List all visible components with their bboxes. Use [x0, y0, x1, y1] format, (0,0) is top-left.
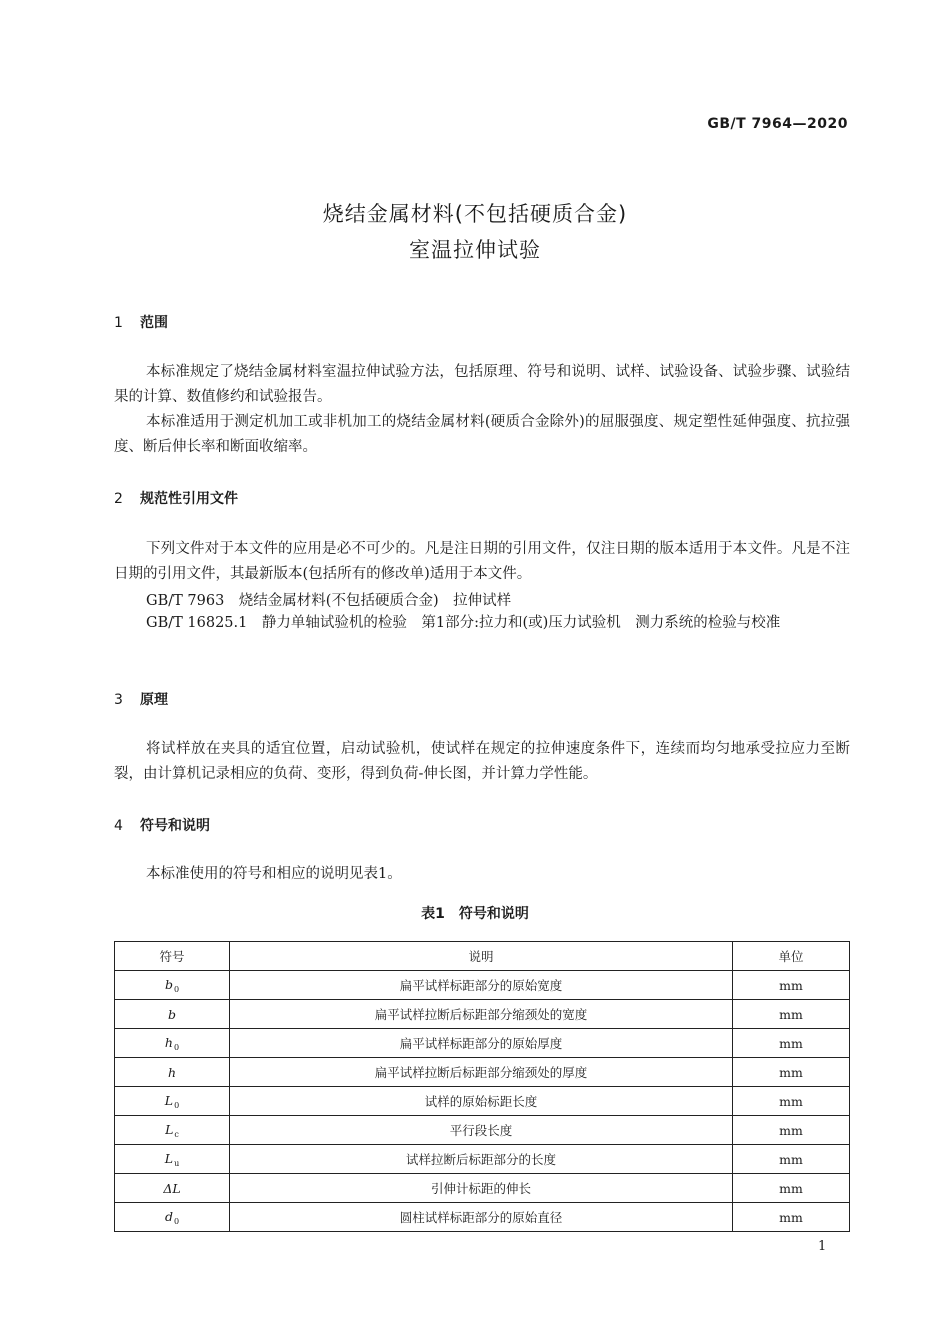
symbol-subscript: u: [174, 1158, 180, 1168]
unit-cell: mm: [733, 1000, 850, 1029]
symbol-subscript: c: [174, 1129, 179, 1139]
reference-item-1: GB/T 7963 烧结金属材料(不包括硬质合金) 拉伸试样: [146, 593, 512, 609]
symbol-text: d: [164, 1208, 173, 1224]
symbol-text: L: [164, 1150, 174, 1166]
section-heading-symbols: [114, 815, 210, 835]
unit-cell: mm: [733, 1145, 850, 1174]
symbol-cell: [115, 1058, 230, 1087]
page-number: 1: [818, 1239, 827, 1254]
table-row: [115, 1116, 850, 1145]
section-title: 规范性引用文件: [140, 491, 238, 507]
scope-paragraph-1: 本标准规定了烧结金属材料室温拉伸试验方法，包括原理、符号和说明、试样、试验设备、试验步骤、试验结果的计算、数值修约和试验报告。: [114, 364, 850, 405]
symbol-cell: [115, 1203, 230, 1232]
unit-cell: mm: [733, 1174, 850, 1203]
table-row: [115, 1087, 850, 1116]
table-row: [115, 1000, 850, 1029]
unit-cell: mm: [733, 1116, 850, 1145]
description-cell: 扁平试样拉断后标距部分缩颈处的宽度: [230, 1000, 733, 1029]
symbols-table: [114, 941, 850, 1232]
table-header-row: [115, 942, 850, 971]
section-number: 1: [114, 315, 123, 331]
description-cell: 扁平试样标距部分的原始宽度: [230, 971, 733, 1000]
table-row: [115, 1145, 850, 1174]
document-title: 烧结金属材料(不包括硬质合金): [322, 202, 628, 226]
table-row: [115, 1203, 850, 1232]
header-symbol: 符号: [115, 942, 230, 971]
symbol-cell: [115, 1116, 230, 1145]
section-number: 4: [114, 818, 123, 834]
symbol-subscript: 0: [174, 1100, 180, 1110]
standard-number: GB/T 7964—2020: [707, 116, 848, 132]
unit-cell: mm: [733, 1058, 850, 1087]
section-title: 范围: [140, 315, 168, 331]
section-heading-references: [114, 488, 238, 508]
table-row: [115, 1174, 850, 1203]
reference-item-2: GB/T 16825.1 静力单轴试验机的检验 第1部分:拉力和(或)压力试验机 测力系统的检验与校准: [146, 615, 781, 631]
unit-cell: mm: [733, 1203, 850, 1232]
symbol-cell: [115, 971, 230, 1000]
table-caption: 表1 符号和说明: [421, 906, 529, 922]
header-description: 说明: [230, 942, 733, 971]
symbol-subscript: 0: [173, 1042, 180, 1052]
table-row: [115, 971, 850, 1000]
section-number: 3: [114, 692, 123, 708]
section-heading-principle: [114, 689, 168, 709]
symbol-cell: [115, 1029, 230, 1058]
symbol-text: b: [164, 976, 173, 992]
symbol-text: h: [164, 1034, 173, 1050]
header-unit: 单位: [733, 942, 850, 971]
symbol-cell: [115, 1174, 230, 1203]
description-cell: 引伸计标距的伸长: [230, 1174, 733, 1203]
symbol-text: h: [167, 1064, 177, 1080]
unit-cell: mm: [733, 1087, 850, 1116]
description-cell: 扁平试样标距部分的原始厚度: [230, 1029, 733, 1058]
section-title: 符号和说明: [140, 818, 210, 834]
symbol-cell: [115, 1000, 230, 1029]
symbol-text: L: [165, 1121, 174, 1137]
description-cell: 扁平试样拉断后标距部分缩颈处的厚度: [230, 1058, 733, 1087]
document-subtitle: 室温拉伸试验: [409, 238, 541, 262]
unit-cell: mm: [733, 1029, 850, 1058]
scope-paragraph-2: 本标准适用于测定机加工或非机加工的烧结金属材料(硬质合金除外)的屈服强度、规定塑性延伸强度、抗拉强度、断后伸长率和断面收缩率。: [114, 414, 850, 455]
references-intro: 下列文件对于本文件的应用是必不可少的。凡是注日期的引用文件，仅注日期的版本适用于本文件。凡是不注日期的引用文件，其最新版本(包括所有的修改单)适用于本文件。: [114, 541, 850, 582]
symbol-cell: [115, 1087, 230, 1116]
table-row: [115, 1058, 850, 1087]
unit-cell: mm: [733, 971, 850, 1000]
table-row: [115, 1029, 850, 1058]
description-cell: 平行段长度: [230, 1116, 733, 1145]
symbol-text: ΔL: [163, 1180, 181, 1196]
section-title: 原理: [140, 692, 168, 708]
principle-paragraph: 将试样放在夹具的适宜位置，启动试验机，使试样在规定的拉伸速度条件下，连续而均匀地承受拉应力至断裂，由计算机记录相应的负荷、变形，得到负荷-伸长图，并计算力学性能。: [114, 741, 850, 782]
symbol-subscript: 0: [173, 984, 180, 994]
section-heading-scope: [114, 312, 168, 332]
symbol-text: L: [164, 1092, 174, 1108]
symbol-cell: [115, 1145, 230, 1174]
description-cell: 圆柱试样标距部分的原始直径: [230, 1203, 733, 1232]
symbol-text: b: [167, 1006, 176, 1022]
symbols-intro: 本标准使用的符号和相应的说明见表1。: [146, 866, 402, 882]
description-cell: 试样的原始标距长度: [230, 1087, 733, 1116]
description-cell: 试样拉断后标距部分的长度: [230, 1145, 733, 1174]
section-number: 2: [114, 491, 123, 507]
symbol-subscript: 0: [173, 1216, 180, 1226]
